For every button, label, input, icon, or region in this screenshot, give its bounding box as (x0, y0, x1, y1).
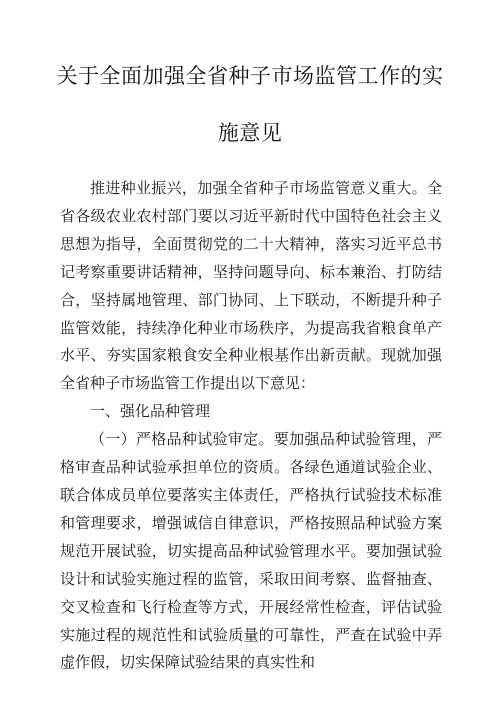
body-paragraph: （一）严格品种试验审定。要加强品种试验管理，严格审查品种试验承担单位的资质。各绿色通道试验企业、联合体成员单位要落实主体责任，严格执行试验技术标准和管理要求，增强诚信自律意识，严格按照品种试验方案规范开展试验，切实提高品种试验管理水平。要加强试验设计和试验实施过程的监管，采取田间考察、监督抽查、交叉检查和飞行检查等方式，开展经常性检查，评估试验实施过程的规范性和试验质量的可靠性，严查在试验中弄虚作假，切实保障试验结果的真实性和 (60, 430, 442, 672)
section-heading: 一、强化品种管理 (90, 402, 211, 421)
document-title-line-1: 关于全面加强全省种子市场监管工作的实 (56, 64, 444, 88)
document-body (60, 175, 442, 677)
document-title-line-2: 施意见 (217, 121, 283, 145)
intro-paragraph: 推进种业振兴，加强全省种子市场监管意义重大。全省各级农业农村部门要以习近平新时代中国特色社会主义思想为指导，全面贯彻党的二十大精神，落实习近平总书记考察重要讲话精神，坚持问题导向、标本兼治、打防结合，坚持属地管理、部门协同、上下联动，不断提升种子监管效能，持续净化种业市场秩序，为提高我省粮食单产水平、夯实国家粮食安全种业根基作出新贡献。现就加强全省种子市场监管工作提出以下意见： (60, 179, 442, 393)
